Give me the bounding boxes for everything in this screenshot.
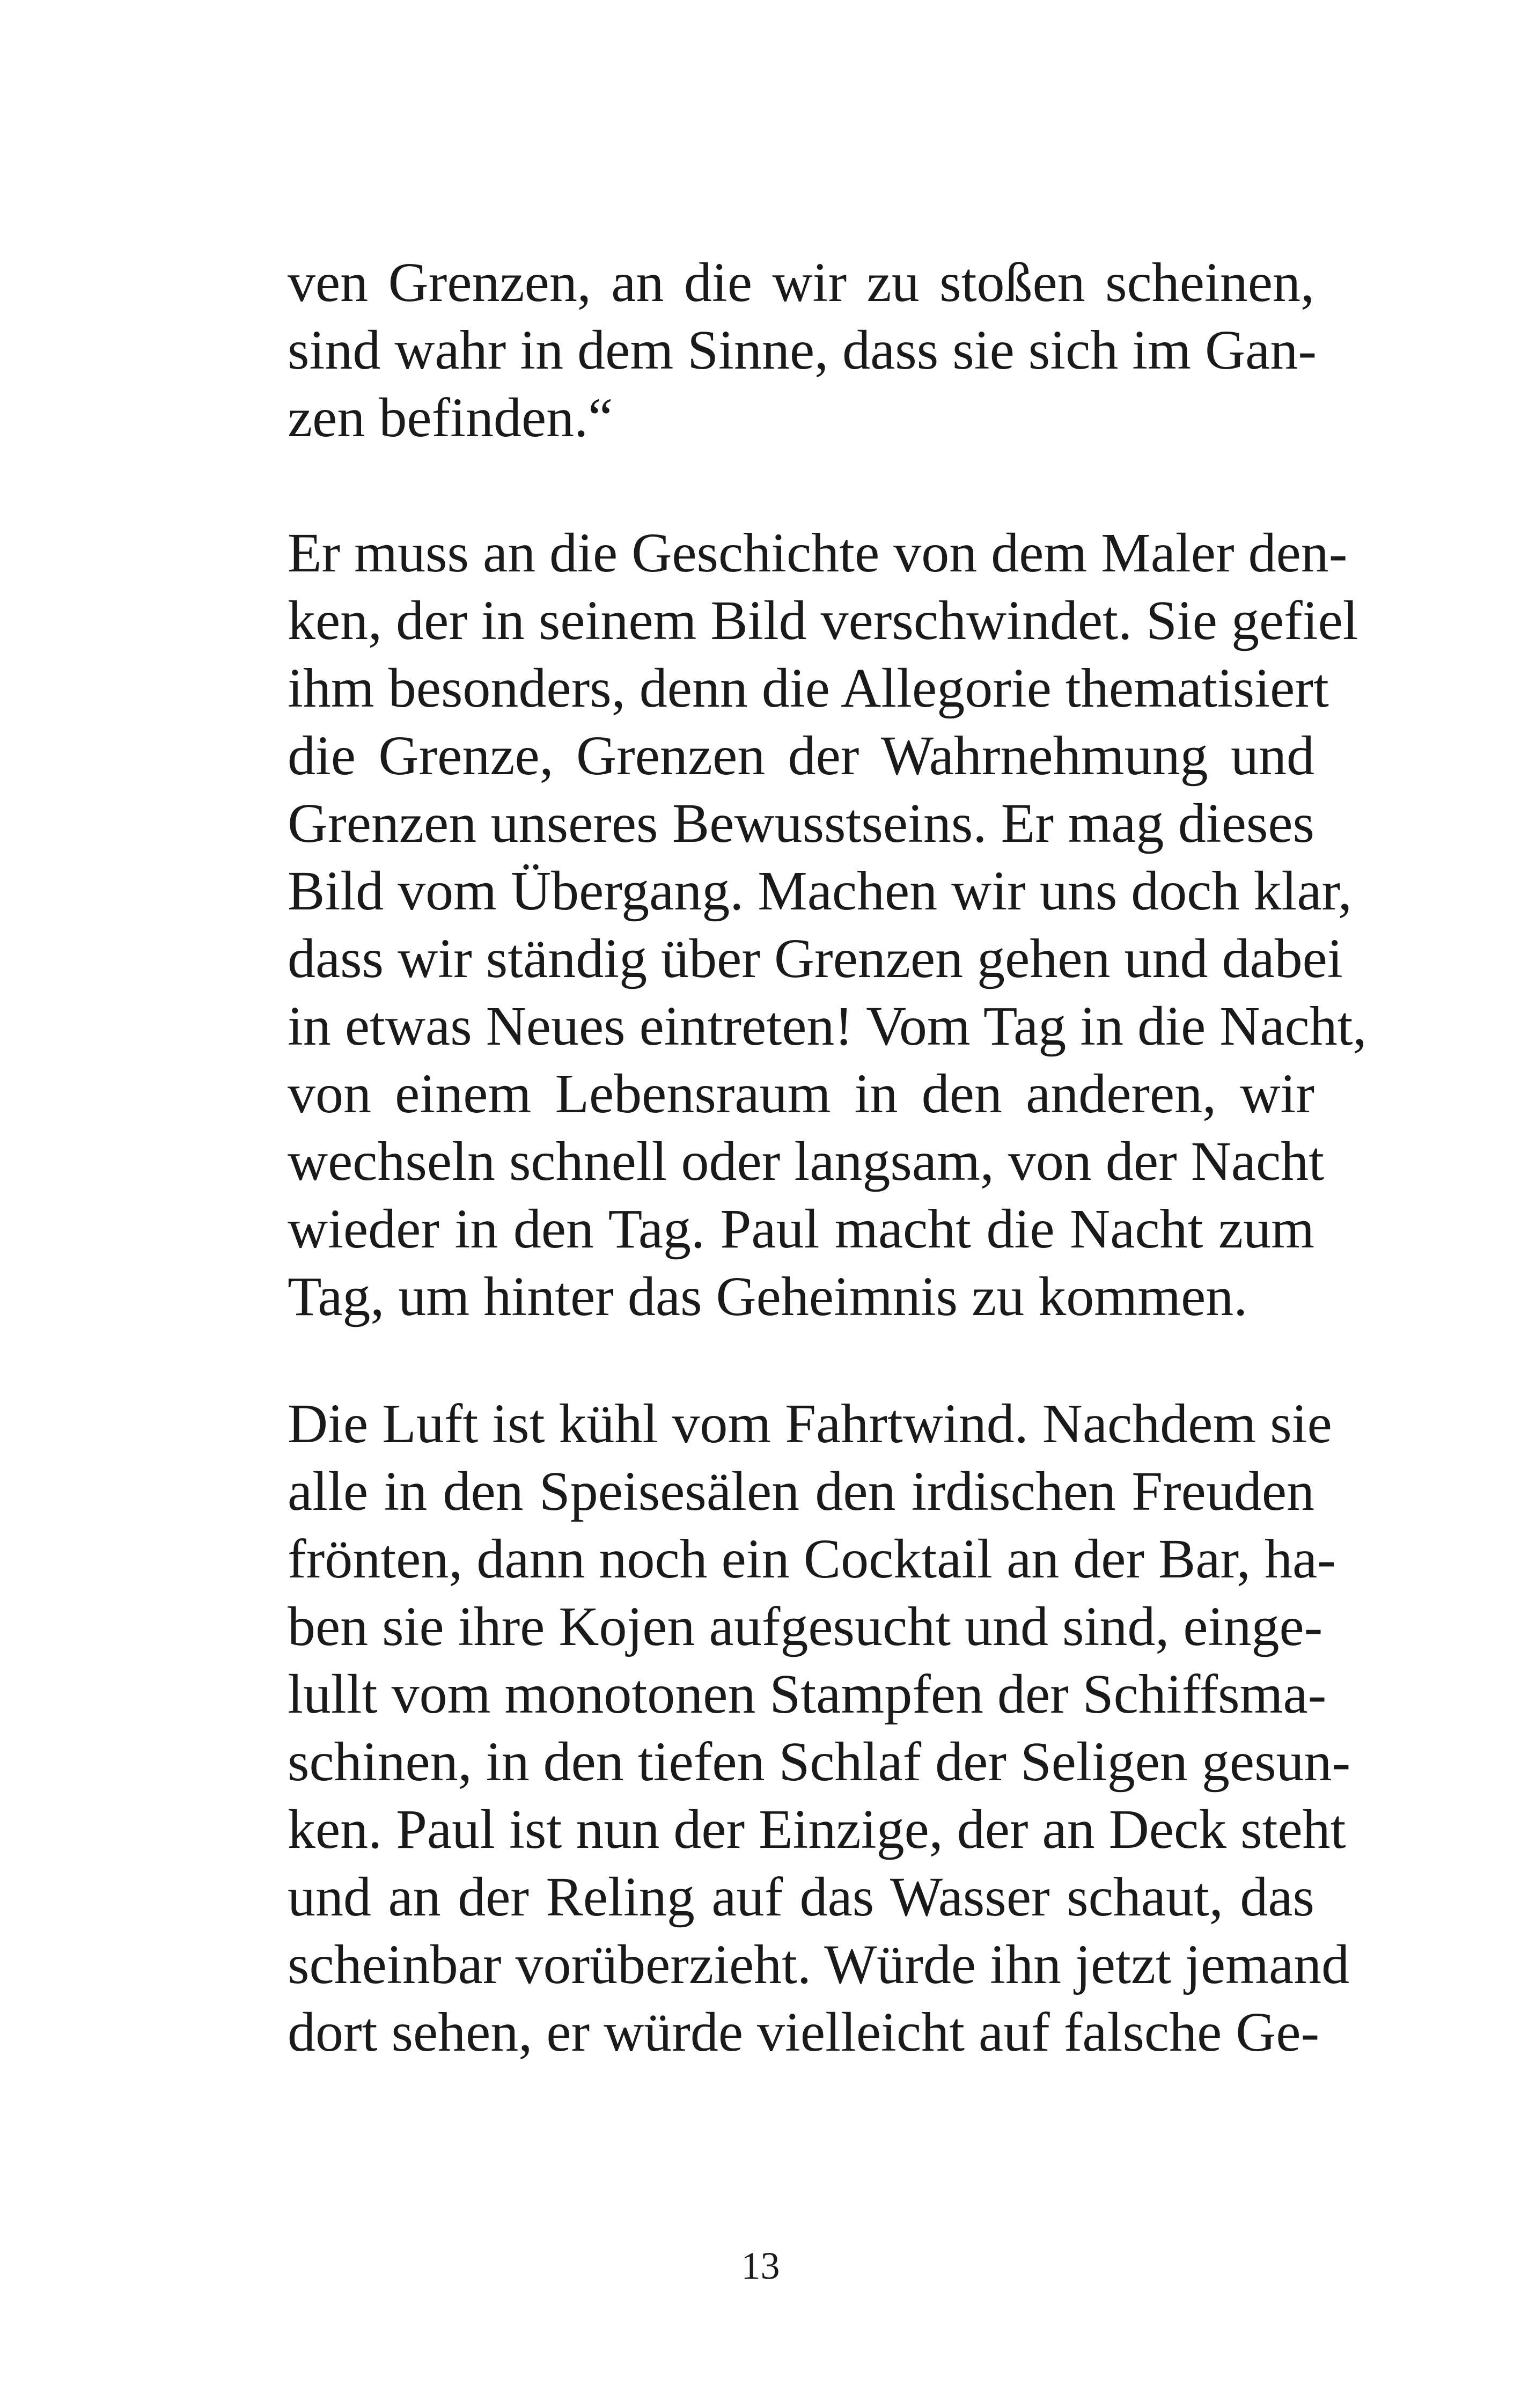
paragraph-3: [288, 1390, 1351, 2066]
paragraph-1: [288, 249, 1317, 452]
paragraph-2: [288, 519, 1367, 1331]
text-line: Grenzen unseres Bewusstseins. Er mag dieses: [288, 792, 1314, 854]
text-line: von einem Lebensraum in den anderen, wir: [288, 1063, 1314, 1125]
text-line: scheinbar vorüberzieht. Würde ihn jetzt jemand: [288, 1934, 1350, 1995]
text-line: lullt vom monotonen Stampfen der Schiffsma-: [288, 1663, 1327, 1725]
text-line: Tag, um hinter das Geheimnis zu kommen.: [288, 1266, 1248, 1327]
text-line: wieder in den Tag. Paul macht die Nacht zum: [288, 1198, 1314, 1260]
text-line: dass wir ständig über Grenzen gehen und dabei: [288, 928, 1343, 989]
text-line: dort sehen, er würde vielleicht auf falsche Ge-: [288, 2001, 1320, 2063]
text-line: alle in den Speisesälen den irdischen Freuden: [288, 1460, 1314, 1522]
text-line: sind wahr in dem Sinne, dass sie sich im Gan-: [288, 319, 1317, 381]
text-line: wechseln schnell oder langsam, von der Nacht: [288, 1130, 1325, 1192]
text-line: ben sie ihre Kojen aufgesucht und sind, einge-: [288, 1596, 1323, 1657]
text-line: die Grenze, Grenzen der Wahrnehmung und: [288, 725, 1314, 787]
text-line: schinen, in den tiefen Schlaf der Seligen gesun-: [288, 1731, 1351, 1793]
text-line: Bild vom Übergang. Machen wir uns doch klar,: [288, 860, 1352, 922]
text-line: Die Luft ist kühl vom Fahrtwind. Nachdem sie: [288, 1393, 1332, 1455]
text-line: frönten, dann noch ein Cocktail an der Bar, ha-: [288, 1528, 1336, 1590]
text-line: und an der Reling auf das Wasser schaut, das: [288, 1866, 1314, 1928]
text-line: ihm besonders, denn die Allegorie thematisiert: [288, 657, 1329, 719]
text-line: Er muss an die Geschichte von dem Maler den-: [288, 522, 1348, 584]
page-number: 13: [741, 2244, 780, 2287]
text-line: in etwas Neues eintreten! Vom Tag in die Nacht,: [288, 995, 1367, 1057]
text-line: ken. Paul ist nun der Einzige, der an Deck steht: [288, 1798, 1346, 1860]
text-line: ken, der in seinem Bild verschwindet. Sie gefiel: [288, 590, 1358, 651]
text-line: zen befinden.“: [288, 387, 613, 449]
text-line: ven Grenzen, an die wir zu stoßen scheinen,: [288, 252, 1314, 313]
